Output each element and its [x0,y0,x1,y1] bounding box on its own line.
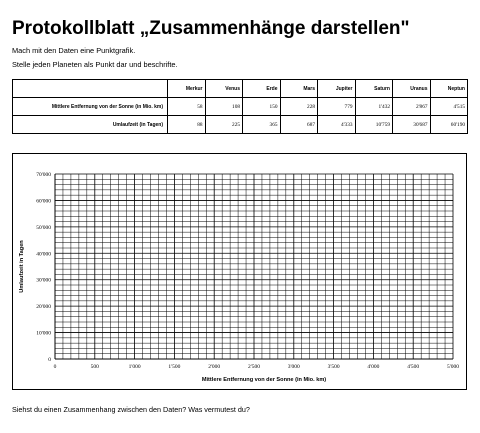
x-tick-label: 0 [53,364,57,370]
table-cell: 687 [280,116,318,134]
table-header-row [13,80,468,98]
table-cell: 10'759 [355,116,393,134]
y-tick-label: 50'000 [36,224,51,231]
table-cell: 60'190 [430,116,468,134]
y-tick-label: 10'000 [36,330,51,337]
row-label: Umlaufzeit (in Tagen) [13,116,168,134]
table-cell: 88 [168,116,206,134]
planet-header: Neptun [430,80,468,98]
x-tick-label: 500 [90,364,99,370]
scatter-plot-grid [13,154,466,389]
table-cell: 365 [243,116,281,134]
x-axis-title: Mittlere Entfernung von der Sonne (in Mio. km) [201,377,327,383]
y-axis-title: Umlaufzeit in Tagen [19,240,25,293]
table-cell: 4'333 [318,116,356,134]
x-tick-label: 5'000 [447,364,459,370]
table-cell: 1'432 [355,98,393,116]
planet-header: Merkur [168,80,206,98]
table-cell: 30'687 [393,116,431,134]
page-title: Protokollblatt „Zusammenhänge darstellen" [12,18,410,39]
x-tick-label: 3'000 [287,364,300,370]
planet-header: Jupiter [318,80,356,98]
planet-header: Erde [243,80,281,98]
instruction-line-2: Stelle jeden Planeten als Punkt dar und beschrifte. [12,60,178,69]
planet-header: Uranus [393,80,431,98]
chart-frame [12,153,467,390]
y-tick-label: 70'000 [36,172,51,178]
planet-header: Saturn [355,80,393,98]
x-tick-label: 4'000 [367,364,380,370]
planet-data-table [12,79,468,134]
table-row-period [13,116,468,134]
x-tick-label: 1'500 [168,364,181,370]
x-tick-label: 3'500 [327,364,340,370]
x-tick-label: 2'500 [248,364,260,370]
table-cell: 58 [168,98,206,116]
x-tick-label: 2'000 [208,364,221,370]
x-tick-label: 1'000 [128,364,141,370]
table-cell: 150 [243,98,281,116]
row-label: Mittlere Entfernung von der Sonne (in Mio. km) [13,98,168,116]
table-cell: 779 [318,98,356,116]
planet-header: Mars [280,80,318,98]
table-cell: 4'515 [430,98,468,116]
y-tick-label: 0 [48,357,51,363]
y-tick-label: 40'000 [36,251,51,258]
question-text: Siehst du einen Zusammenhang zwischen den Daten? Was vermutest du? [12,405,250,414]
planet-header: Venus [205,80,243,98]
table-cell: 108 [205,98,243,116]
y-tick-label: 60'000 [36,198,51,205]
y-tick-label: 20'000 [36,304,51,311]
table-row-distance [13,98,468,116]
x-tick-label: 4'500 [407,364,420,370]
table-cell: 228 [280,98,318,116]
y-tick-label: 30'000 [36,277,51,284]
table-corner-cell [13,80,168,98]
table-cell: 225 [205,116,243,134]
table-cell: 2'867 [393,98,431,116]
instruction-line-1: Mach mit den Daten eine Punktgrafik. [12,46,136,55]
